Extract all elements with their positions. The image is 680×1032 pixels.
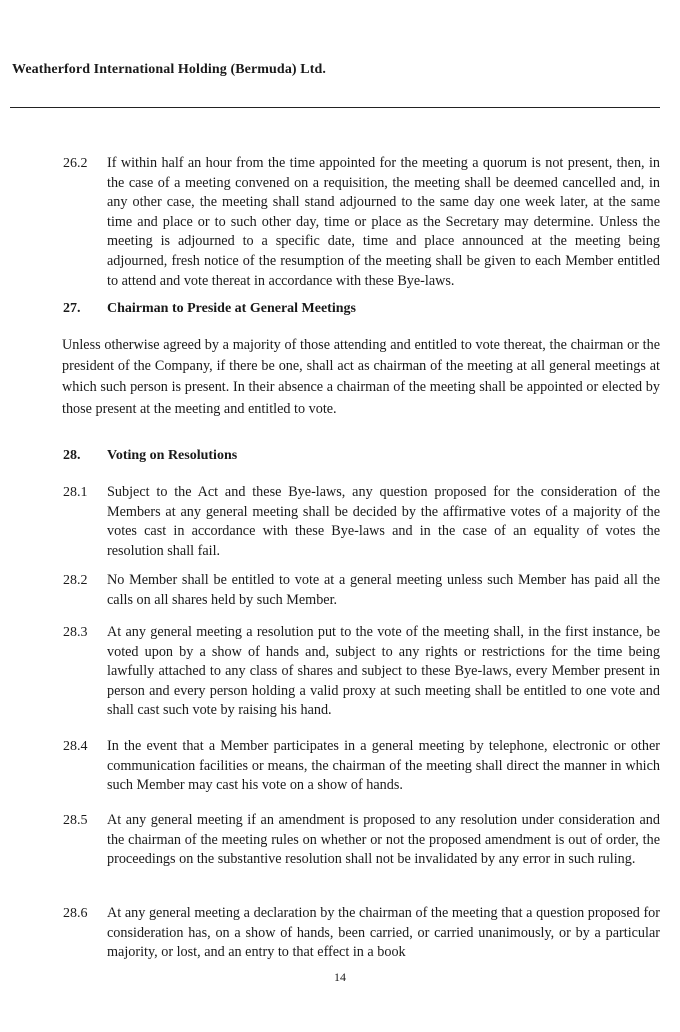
clause-text: At any general meeting a declaration by the chairman of the meeting that a question proposed for consideration has, on a show of hands, been carried, or carried unanimously, or by a particular majority, or lost, and an entry to that effect in a book: [107, 905, 660, 961]
clause-number: 28.3: [63, 625, 88, 640]
clause-text: At any general meeting a resolution put to the vote of the meeting shall, in the first instance, be voted upon by a show of hands and, subject to any rights or restrictions for the time being lawfully attached to any class of shares and subject to these Bye-laws, every Member present in person and every person holding a valid proxy at such meeting shall be entitled to one vote and shall cast such vote by raising his hand.: [107, 624, 660, 719]
clause-number: 28.6: [63, 906, 88, 921]
section-body: Unless otherwise agreed by a majority of those attending and entitled to vote thereat, the chairman or the president of the Company, if there be one, shall act as chairman of the meeting at all general meetings at which such person is present. In their absence a chairman of the meeting shall be appointed or elected by those present at the meeting and entitled to vote.: [62, 337, 660, 417]
clause-text: No Member shall be entitled to vote at a general meeting unless such Member has paid all the calls on all shares held by such Member.: [107, 572, 660, 608]
clause-number: 28.2: [63, 573, 88, 588]
section-heading: Chairman to Preside at General Meetings: [107, 301, 356, 316]
clause-text: At any general meeting if an amendment is proposed to any resolution under consideration and the chairman of the meeting rules on whether or not the proposed amendment is out of order, the proceedings on the substantive resolution shall not be invalidated by any error in such ruling.: [107, 812, 660, 868]
clause-text: If within half an hour from the time appointed for the meeting a quorum is not present, then, in the case of a meeting convened on a requisition, the meeting shall be deemed cancelled and, in any other case, the meeting shall stand adjourned to the same day one week later, at the same time and place or to such other day, time or place as the Secretary may determine. Unless the meeting is adjourned to a specific date, time and place announced at the meeting being adjourned, fresh notice of the resumption of the meeting shall be given to each Member entitled to attend and vote thereat in accordance with these Bye-laws.: [107, 155, 660, 289]
header-rule: [10, 107, 660, 108]
clause-number: 26.2: [63, 156, 88, 171]
clause-number: 28.4: [63, 739, 88, 754]
clause-text: Subject to the Act and these Bye-laws, any question proposed for the consideration of the Members at any general meeting shall be decided by the affirmative votes of a majority of the votes cast in accordance with these Bye-laws and in the case of an equality of votes the resolution shall fail.: [107, 484, 660, 559]
clause-text: In the event that a Member participates in a general meeting by telephone, electronic or other communication facilities or means, the chairman of the meeting shall direct the manner in which such Member may cast his vote on a show of hands.: [107, 738, 660, 794]
company-header: Weatherford International Holding (Bermuda) Ltd.: [12, 62, 326, 77]
clause-number: 28.1: [63, 485, 88, 500]
section-heading: Voting on Resolutions: [107, 448, 238, 463]
section-number: 28.: [63, 448, 81, 463]
section-number: 27.: [63, 301, 81, 316]
page-number: 14: [334, 970, 346, 984]
clause-number: 28.5: [63, 813, 88, 828]
